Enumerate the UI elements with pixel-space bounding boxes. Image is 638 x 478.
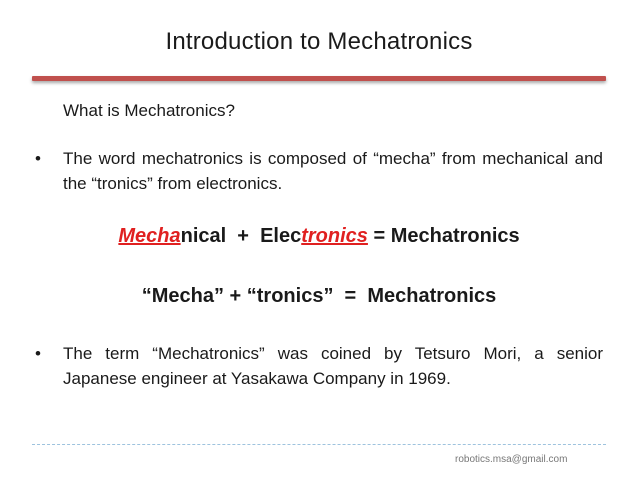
mechatronics-formula (0, 225, 638, 248)
bullet-text: The term “Mechatronics” was coined by Tetsuro Mori, a senior Japanese engineer at Yasakawa Company in 1969. (63, 344, 603, 388)
bullet-item (35, 341, 603, 391)
bullet-marker: • (35, 344, 41, 363)
bullet-text: The word mechatronics is composed of “mecha” from mechanical and the “tronics” from electronics. (63, 149, 603, 193)
slide-title: Introduction to Mechatronics (165, 28, 473, 55)
slide-subheading: What is Mechatronics? (63, 101, 235, 120)
bullet-item (35, 146, 603, 196)
footer-email: robotics.msa@gmail.com (455, 454, 568, 465)
footer-divider (32, 444, 606, 445)
bullet-marker: • (35, 149, 41, 168)
formula-result: = Mechatronics (367, 225, 520, 247)
formula-highlight-mecha: Mecha (118, 225, 181, 247)
formula-highlight-tronics: tronics (301, 225, 368, 247)
formula-text-nical-elec: nical + Elec (180, 225, 302, 247)
quoted-formula: “Mecha” + “tronics” = Mechatronics (141, 285, 497, 307)
title-underline-rule (32, 76, 606, 81)
